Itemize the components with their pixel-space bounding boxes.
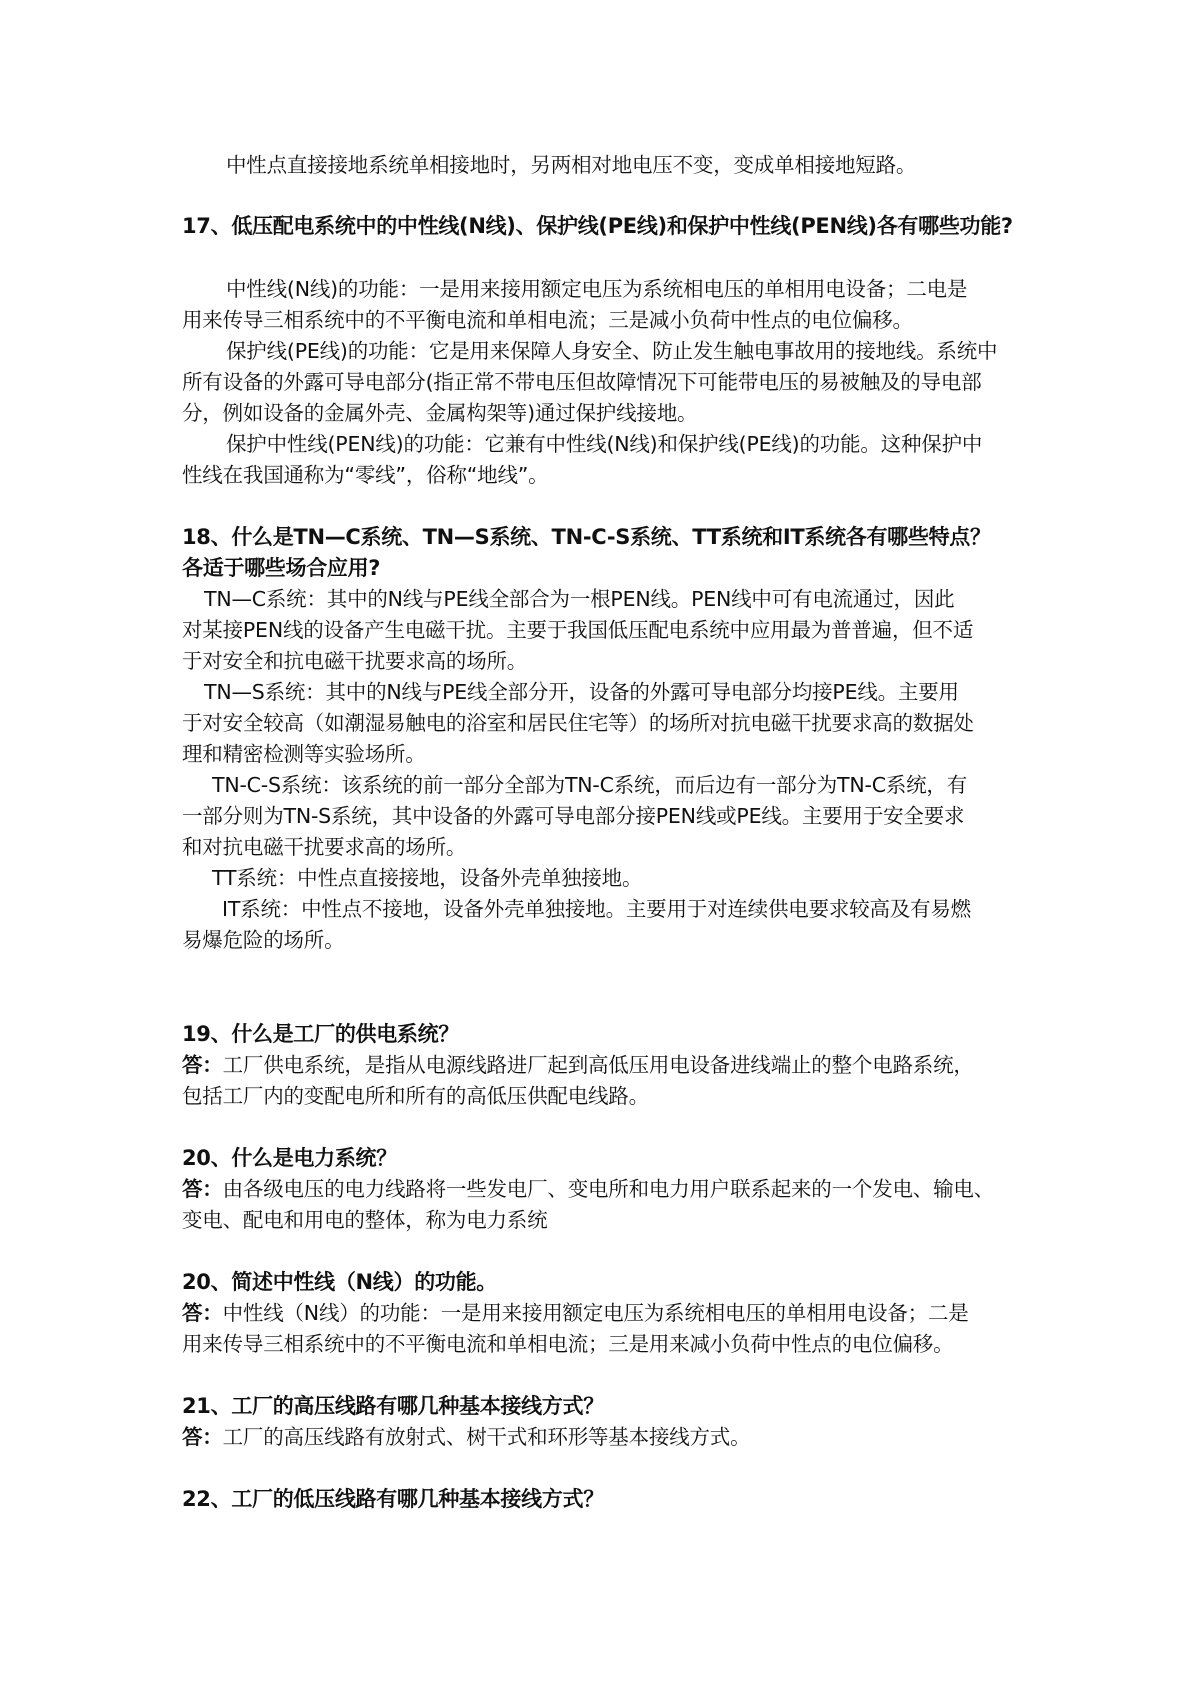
- question-18-title-continued: 各适于哪些场合应用?: [182, 556, 381, 580]
- paragraph-line: 保护中性线(PEN线)的功能：它兼有中性线(N线)和保护线(PE线)的功能。这种保护中: [226, 432, 983, 456]
- question-18-title: 18、什么是TN—C系统、TN—S系统、TN-C-S系统、TT系统和IT系统各有哪些特点？: [182, 525, 991, 549]
- paragraph-line: [182, 1422, 1032, 1453]
- paragraph-line: 变电、配电和用电的整体，称为电力系统: [182, 1208, 548, 1232]
- paragraph-line: TN—S系统：其中的N线与PE线全部分开，设备的外露可导电部分均接PE线。主要用: [204, 680, 959, 704]
- question-17-answer: [182, 274, 1032, 491]
- answer-text: 工厂的高压线路有放射式、树干式和环形等基本接线方式。: [222, 1425, 751, 1449]
- answer-text: 中性线（N线）的功能：一是用来接用额定电压为系统相电压的单相用电设备；二是: [222, 1301, 969, 1325]
- question-21-title: 21、工厂的高压线路有哪几种基本接线方式？: [182, 1394, 604, 1418]
- paragraph-line: 用来传导三相系统中的不平衡电流和单相电流；三是用来减小负荷中性点的电位偏移。: [182, 1332, 954, 1356]
- answer-text: 工厂供电系统，是指从电源线路进厂起到高低压用电设备进线端止的整个电路系统，: [222, 1053, 974, 1077]
- paragraph-line: 对某接PEN线的设备产生电磁干扰。主要于我国低压配电系统中应用最为普普遍，但不适: [182, 618, 974, 642]
- answer-label: 答：: [182, 1425, 223, 1449]
- paragraph-line: 性线在我国通称为“零线”，俗称“地线”。: [182, 463, 549, 487]
- paragraph-line: [182, 1174, 1032, 1205]
- question-20-second-title: 20、简述中性线（N线）的功能。: [182, 1270, 497, 1294]
- paragraph-line: 于对安全较高（如潮湿易触电的浴室和居民住宅等）的场所对抗电磁干扰要求高的数据处: [182, 711, 974, 735]
- question-22-title: 22、工厂的低压线路有哪几种基本接线方式？: [182, 1487, 604, 1511]
- paragraph-line: 中性线(N线)的功能：一是用来接用额定电压为系统相电压的单相用电设备；二电是: [226, 277, 968, 301]
- answer-label: 答：: [182, 1301, 223, 1325]
- paragraph-line: 用来传导三相系统中的不平衡电流和单相电流；三是减小负荷中性点的电位偏移。: [182, 308, 913, 332]
- paragraph-line: [182, 1298, 1032, 1329]
- question-18-answer: [182, 584, 1032, 956]
- question-20-title: 20、什么是电力系统？: [182, 1146, 397, 1170]
- paragraph-line: 分，例如设备的金属外壳、金属构架等)通过保护线接地。: [182, 401, 698, 425]
- question-19-title: 19、什么是工厂的供电系统？: [182, 1022, 460, 1046]
- paragraph-line: 和对抗电磁干扰要求高的场所。: [182, 835, 467, 859]
- paragraph-line: 一部分则为TN-S系统，其中设备的外露可导电部分接PEN线或PE线。主要用于安全要求: [182, 804, 965, 828]
- paragraph-line: TN—C系统：其中的N线与PE线全部合为一根PEN线。PEN线中可有电流通过，因此: [204, 587, 955, 611]
- paragraph-line: 所有设备的外露可导电部分(指正常不带电压但故障情况下可能带电压的易被触及的导电部: [182, 370, 982, 394]
- answer-label: 答：: [182, 1177, 223, 1201]
- paragraph-line: 于对安全和抗电磁干扰要求高的场所。: [182, 649, 528, 673]
- intro-paragraph: 中性点直接接地系统单相接地时，另两相对地电压不变，变成单相接地短路。: [226, 153, 917, 177]
- paragraph-line: 包括工厂内的变配电所和所有的高低压供配电线路。: [182, 1084, 649, 1108]
- paragraph-line: IT系统：中性点不接地，设备外壳单独接地。主要用于对连续供电要求较高及有易燃: [222, 897, 971, 921]
- answer-text: 由各级电压的电力线路将一些发电厂、变电所和电力用户联系起来的一个发电、输电、: [222, 1177, 995, 1201]
- paragraph-line: 理和精密检测等实验场所。: [182, 742, 426, 766]
- paragraph-line: 易爆危险的场所。: [182, 928, 345, 952]
- document-body: [182, 150, 1032, 1515]
- question-17-title: 17、低压配电系统中的中性线(N线)、保护线(PE线)和保护中性线(PEN线)各有哪些功能?: [182, 214, 1013, 238]
- answer-label: 答：: [182, 1053, 223, 1077]
- paragraph-line: [182, 1050, 1032, 1081]
- paragraph-line: TN-C-S系统：该系统的前一部分全部为TN-C系统，而后边有一部分为TN-C系统，有: [212, 773, 968, 797]
- paragraph-line: TT系统：中性点直接接地，设备外壳单独接地。: [212, 866, 643, 890]
- paragraph-line: 保护线(PE线)的功能：它是用来保障人身安全、防止发生触电事故用的接地线。系统中: [226, 339, 998, 363]
